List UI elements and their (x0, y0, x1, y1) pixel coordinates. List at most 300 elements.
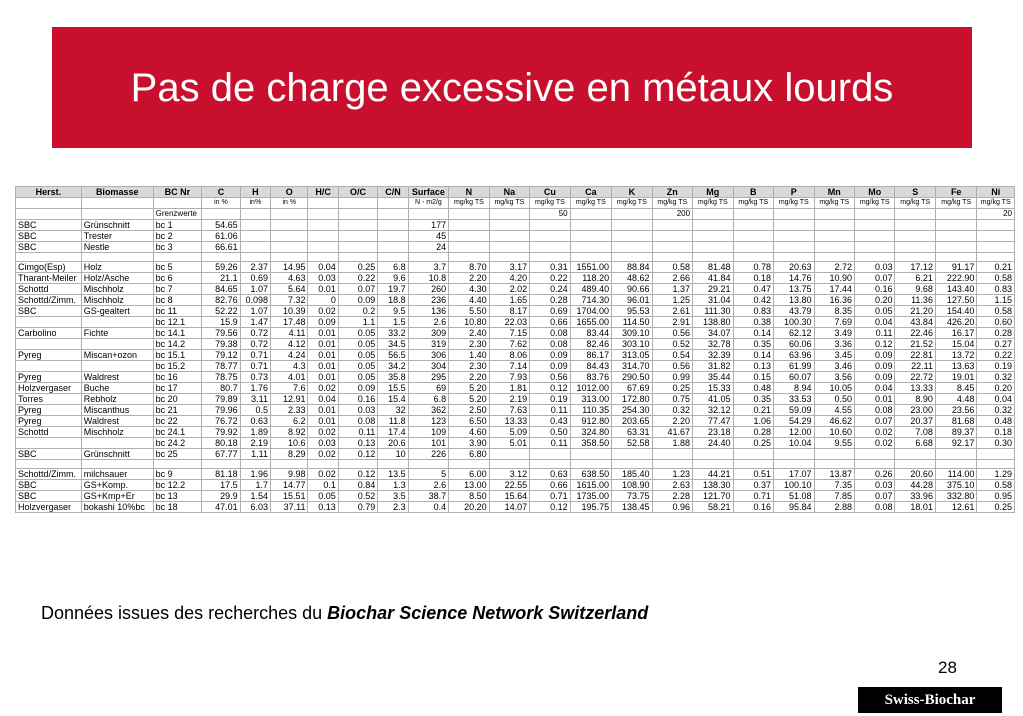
table-cell (308, 220, 338, 231)
table-cell: 0.25 (338, 262, 377, 273)
table-row (16, 317, 1015, 328)
table-cell (338, 242, 377, 253)
table-cell: O/C (338, 187, 377, 198)
table-cell: 91.17 (935, 262, 976, 273)
table-cell: 0.71 (240, 350, 270, 361)
table-cell: 10.05 (814, 383, 854, 394)
table-cell: 0.78 (733, 262, 773, 273)
table-cell: Pyreg (16, 405, 82, 416)
table-cell: 45 (408, 231, 448, 242)
table-cell (977, 242, 1015, 253)
table-cell: 2.72 (814, 262, 854, 273)
table-cell: 79.12 (202, 350, 240, 361)
table-cell (612, 231, 652, 242)
table-cell: 33.96 (895, 491, 935, 502)
table-cell (774, 460, 814, 469)
table-cell: 23.00 (895, 405, 935, 416)
table-cell: 12.00 (774, 427, 814, 438)
table-cell: mg/kg TS (854, 198, 894, 209)
table-cell (271, 220, 308, 231)
footnote (41, 603, 648, 624)
table-cell (612, 209, 652, 220)
table-cell: 15.51 (271, 491, 308, 502)
table-cell: 66.61 (202, 242, 240, 253)
table-cell (240, 220, 270, 231)
table-cell: Schottd (16, 427, 82, 438)
table-cell: 0.01 (308, 328, 338, 339)
table-cell: 0.01 (308, 372, 338, 383)
table-cell: 0.24 (530, 284, 570, 295)
table-cell: 9.68 (895, 284, 935, 295)
table-cell: 52.22 (202, 306, 240, 317)
table-cell (693, 242, 733, 253)
table-cell: 20.20 (449, 502, 489, 513)
table-cell: 0.20 (854, 295, 894, 306)
table-cell: 24.40 (693, 438, 733, 449)
table-cell: mg/kg TS (693, 198, 733, 209)
table-cell: Cimgo(Esp) (16, 262, 82, 273)
table-row (16, 469, 1015, 480)
table-cell: bc 2 (153, 231, 202, 242)
table-cell: 0.83 (977, 284, 1015, 295)
table-cell: Miscan+ozon (81, 350, 153, 361)
table-cell: bc 15.1 (153, 350, 202, 361)
table-cell: Na (489, 187, 529, 198)
table-cell: 0.72 (240, 328, 270, 339)
table-row (16, 339, 1015, 350)
table-cell: 0.56 (652, 361, 692, 372)
table-cell: 0.84 (338, 480, 377, 491)
table-cell: 6.8 (378, 262, 408, 273)
table-cell: 0.30 (977, 438, 1015, 449)
table-cell: 9.5 (378, 306, 408, 317)
table-cell: 2.66 (652, 273, 692, 284)
table-cell: 1.65 (489, 295, 529, 306)
table-cell (449, 220, 489, 231)
table-cell: 41.84 (693, 273, 733, 284)
table-cell: 8.50 (449, 491, 489, 502)
table-cell: 7.63 (489, 405, 529, 416)
table-cell: 43.79 (774, 306, 814, 317)
table-cell: 2.30 (449, 361, 489, 372)
table-cell (16, 361, 82, 372)
table-cell: 6.21 (895, 273, 935, 284)
table-cell: 1551.00 (570, 262, 611, 273)
table-cell: 0.51 (733, 469, 773, 480)
table-cell (271, 460, 308, 469)
table-cell: 7.62 (489, 339, 529, 350)
table-cell: 8.92 (271, 427, 308, 438)
table-cell (16, 438, 82, 449)
table-cell: 0.12 (338, 469, 377, 480)
table-cell: 0.01 (308, 284, 338, 295)
table-cell: 7.32 (271, 295, 308, 306)
table-cell (935, 242, 976, 253)
table-cell (935, 460, 976, 469)
table-cell (378, 220, 408, 231)
table-cell: 13.80 (774, 295, 814, 306)
table-cell: 0.73 (240, 372, 270, 383)
table-cell: 33.53 (774, 394, 814, 405)
table-cell (240, 253, 270, 262)
table-cell: 638.50 (570, 469, 611, 480)
table-cell: 4.01 (271, 372, 308, 383)
table-cell (854, 209, 894, 220)
table-cell: 0.09 (308, 317, 338, 328)
table-cell: Trester (81, 231, 153, 242)
table-cell: 32.12 (693, 405, 733, 416)
table-cell: 38.7 (408, 491, 448, 502)
table-cell: 0.03 (308, 273, 338, 284)
table-cell (81, 317, 153, 328)
table-units-row (16, 198, 1015, 209)
table-cell: 20 (977, 209, 1015, 220)
table-cell (935, 449, 976, 460)
table-cell: 222.90 (935, 273, 976, 284)
table-cell: 7.35 (814, 480, 854, 491)
table-cell: C (202, 187, 240, 198)
table-cell: 0.69 (530, 306, 570, 317)
table-row (16, 231, 1015, 242)
table-cell: 358.50 (570, 438, 611, 449)
table-cell: 6.2 (271, 416, 308, 427)
table-cell: 1.7 (240, 480, 270, 491)
title-banner (52, 27, 972, 148)
table-cell: SBC (16, 306, 82, 317)
table-cell: 5.64 (271, 284, 308, 295)
table-cell: 41.67 (652, 427, 692, 438)
table-cell: Grenzwerte (153, 209, 202, 220)
table-cell: 1.5 (378, 317, 408, 328)
table-cell: 95.53 (612, 306, 652, 317)
table-cell: 0.35 (733, 339, 773, 350)
table-cell: Biomasse (81, 187, 153, 198)
table-cell (652, 253, 692, 262)
table-cell: 4.55 (814, 405, 854, 416)
table-cell: mg/kg TS (530, 198, 570, 209)
table-cell: 34.07 (693, 328, 733, 339)
table-cell: 88.84 (612, 262, 652, 273)
table-cell: mg/kg TS (774, 198, 814, 209)
table-cell: 58.21 (693, 502, 733, 513)
table-cell: 0.04 (854, 317, 894, 328)
footnote-emphasis: Biochar Science Network Switzerland (327, 603, 649, 623)
table-cell: bc 18 (153, 502, 202, 513)
table-cell: Schottd (16, 284, 82, 295)
table-cell (774, 209, 814, 220)
table-cell (935, 209, 976, 220)
table-cell (338, 460, 377, 469)
table-cell: 314.70 (612, 361, 652, 372)
table-cell: 90.66 (612, 284, 652, 295)
table-cell (854, 253, 894, 262)
table-cell: 0.19 (977, 361, 1015, 372)
table-cell (202, 253, 240, 262)
table-cell: 0.83 (733, 306, 773, 317)
table-cell: 84.43 (570, 361, 611, 372)
table-cell (814, 460, 854, 469)
table-cell: 15.9 (202, 317, 240, 328)
table-cell: 0.05 (338, 328, 377, 339)
table-cell: 83.76 (570, 372, 611, 383)
table-row (16, 273, 1015, 284)
table-cell: 7.15 (489, 328, 529, 339)
table-cell: 0.66 (530, 317, 570, 328)
table-cell: 236 (408, 295, 448, 306)
table-cell: 0.72 (240, 339, 270, 350)
table-cell: 0.02 (308, 449, 338, 460)
table-cell: 185.40 (612, 469, 652, 480)
table-cell (378, 231, 408, 242)
table-cell: 22.72 (895, 372, 935, 383)
table-cell: 0.05 (338, 350, 377, 361)
table-cell (489, 253, 529, 262)
table-cell: 0.03 (854, 262, 894, 273)
table-cell (338, 253, 377, 262)
table-cell: 34.2 (378, 361, 408, 372)
table-cell: 1.37 (652, 284, 692, 295)
table-row (16, 502, 1015, 513)
table-cell (814, 220, 854, 231)
table-cell (774, 449, 814, 460)
table-cell: 2.91 (652, 317, 692, 328)
table-cell: 138.80 (693, 317, 733, 328)
table-cell (308, 209, 338, 220)
table-cell: 138.30 (693, 480, 733, 491)
table-cell (16, 198, 82, 209)
table-cell: 177 (408, 220, 448, 231)
table-cell: 362 (408, 405, 448, 416)
table-cell (733, 220, 773, 231)
table-cell (16, 317, 82, 328)
table-cell: 0.71 (733, 491, 773, 502)
table-cell: 0.75 (652, 394, 692, 405)
table-cell: 0.05 (338, 339, 377, 350)
table-cell: Ca (570, 187, 611, 198)
table-cell: 5.20 (449, 383, 489, 394)
table-cell (271, 253, 308, 262)
table-cell: 35.8 (378, 372, 408, 383)
table-cell: 0.69 (240, 273, 270, 284)
table-cell: 32.39 (693, 350, 733, 361)
table-cell: 13.00 (449, 480, 489, 491)
table-cell: 12.61 (935, 502, 976, 513)
table-cell (240, 242, 270, 253)
table-cell: 2.30 (449, 339, 489, 350)
table-cell: 8.94 (774, 383, 814, 394)
slide-title: Pas de charge excessive en métaux lourds (130, 66, 894, 110)
table-cell (489, 231, 529, 242)
table-cell: 0.098 (240, 295, 270, 306)
table-cell: mg/kg TS (895, 198, 935, 209)
table-cell: 0.48 (977, 416, 1015, 427)
table-cell (308, 460, 338, 469)
table-cell (693, 231, 733, 242)
table-cell: 0.63 (240, 416, 270, 427)
table-cell: Miscanthus (81, 405, 153, 416)
table-cell: 10.6 (271, 438, 308, 449)
table-cell: Fe (935, 187, 976, 198)
table-cell: 6.80 (449, 449, 489, 460)
table-cell: 3.45 (814, 350, 854, 361)
table-cell: 4.24 (271, 350, 308, 361)
table-cell: 2.37 (240, 262, 270, 273)
table-cell: Grünschnitt (81, 220, 153, 231)
table-cell: mg/kg TS (814, 198, 854, 209)
table-row (16, 372, 1015, 383)
table-cell: 0.04 (854, 383, 894, 394)
table-cell (570, 220, 611, 231)
table-cell: 109 (408, 427, 448, 438)
table-cell (935, 220, 976, 231)
table-row (16, 427, 1015, 438)
table-row (16, 350, 1015, 361)
table-cell (570, 449, 611, 460)
table-cell (977, 460, 1015, 469)
table-cell: 0.07 (338, 284, 377, 295)
table-cell: 2.40 (449, 328, 489, 339)
table-cell: 0.25 (652, 383, 692, 394)
table-cell (895, 209, 935, 220)
table-cell: 489.40 (570, 284, 611, 295)
table-cell: 0.18 (977, 427, 1015, 438)
table-cell: 0.03 (338, 405, 377, 416)
table-cell: 79.56 (202, 328, 240, 339)
table-cell: bokashi 10%bc (81, 502, 153, 513)
table-cell: 324.80 (570, 427, 611, 438)
table-cell: 0.02 (854, 427, 894, 438)
table-cell: 0.05 (338, 372, 377, 383)
table-cell (16, 253, 82, 262)
table-cell (308, 231, 338, 242)
table-cell: 54.29 (774, 416, 814, 427)
table-cell: 5.50 (449, 306, 489, 317)
table-cell: 6.50 (449, 416, 489, 427)
table-cell (652, 242, 692, 253)
table-cell: 96.01 (612, 295, 652, 306)
table-cell: 0.15 (733, 372, 773, 383)
table-cell: 1735.00 (570, 491, 611, 502)
table-cell (977, 231, 1015, 242)
table-cell: 0.08 (854, 405, 894, 416)
table-cell (895, 220, 935, 231)
table-cell (570, 253, 611, 262)
table-cell: 81.68 (935, 416, 976, 427)
table-cell: 154.40 (935, 306, 976, 317)
table-cell: 0.99 (652, 372, 692, 383)
table-cell: 0.01 (854, 394, 894, 405)
table-cell (338, 209, 377, 220)
table-cell: SBC (16, 231, 82, 242)
table-cell: 100.10 (774, 480, 814, 491)
table-cell: 17.5 (202, 480, 240, 491)
table-cell: 0.50 (530, 427, 570, 438)
table-cell: 1.40 (449, 350, 489, 361)
table-cell: 195.75 (570, 502, 611, 513)
table-cell: 12.91 (271, 394, 308, 405)
table-cell: 3.90 (449, 438, 489, 449)
table-cell: 101 (408, 438, 448, 449)
table-header-row (16, 187, 1015, 198)
table-cell: 0.05 (338, 361, 377, 372)
table-cell: 7.69 (814, 317, 854, 328)
table-cell: Herst. (16, 187, 82, 198)
table-cell: 79.92 (202, 427, 240, 438)
table-cell (449, 209, 489, 220)
table-cell: Mg (693, 187, 733, 198)
table-cell: 0.28 (733, 427, 773, 438)
table-cell: 254.30 (612, 405, 652, 416)
table-cell: 2.20 (652, 416, 692, 427)
table-cell: 8.29 (271, 449, 308, 460)
table-cell: 714.30 (570, 295, 611, 306)
table-cell: 0.35 (733, 394, 773, 405)
table-cell: 1.89 (240, 427, 270, 438)
table-cell: 31.04 (693, 295, 733, 306)
table-cell: 1.15 (977, 295, 1015, 306)
table-cell: 76.72 (202, 416, 240, 427)
table-cell: Zn (652, 187, 692, 198)
table-cell: 3.5 (378, 491, 408, 502)
table-cell: 63.96 (774, 350, 814, 361)
table-cell (895, 253, 935, 262)
table-cell: bc 7 (153, 284, 202, 295)
table-cell: 0.1 (308, 480, 338, 491)
table-cell: 0.09 (530, 350, 570, 361)
table-cell: 3.56 (814, 372, 854, 383)
table-cell (652, 460, 692, 469)
table-cell: 290.50 (612, 372, 652, 383)
table-cell: 200 (652, 209, 692, 220)
table-cell (652, 449, 692, 460)
table-cell (612, 242, 652, 253)
table-cell (489, 220, 529, 231)
table-cell: 11.36 (895, 295, 935, 306)
table-cell: 0.48 (733, 383, 773, 394)
table-cell: 21.1 (202, 273, 240, 284)
table-cell: bc 5 (153, 262, 202, 273)
table-cell: 0.31 (530, 262, 570, 273)
table-cell: 0.05 (854, 306, 894, 317)
table-cell: 4.12 (271, 339, 308, 350)
table-cell: in % (271, 198, 308, 209)
table-cell: 81.18 (202, 469, 240, 480)
table-cell: 8.06 (489, 350, 529, 361)
table-cell (271, 231, 308, 242)
table-cell: 100.30 (774, 317, 814, 328)
table-cell: 0.09 (338, 295, 377, 306)
table-cell: bc 24.2 (153, 438, 202, 449)
table-body (16, 187, 1015, 513)
table-cell (774, 242, 814, 253)
table-cell: 77.47 (693, 416, 733, 427)
table-cell (854, 460, 894, 469)
table-cell: 60.06 (774, 339, 814, 350)
table-cell (854, 231, 894, 242)
table-cell (378, 198, 408, 209)
table-cell: 15.04 (935, 339, 976, 350)
table-cell (338, 198, 377, 209)
table-cell: 52.58 (612, 438, 652, 449)
table-cell: 5.01 (489, 438, 529, 449)
footnote-prefix: Données issues des recherches du (41, 603, 328, 623)
table-cell: 0.01 (308, 361, 338, 372)
table-cell: 1.11 (240, 449, 270, 460)
table-cell: 3.17 (489, 262, 529, 273)
table-cell: 14.95 (271, 262, 308, 273)
table-cell: 10.8 (408, 273, 448, 284)
table-cell: 0.47 (733, 284, 773, 295)
